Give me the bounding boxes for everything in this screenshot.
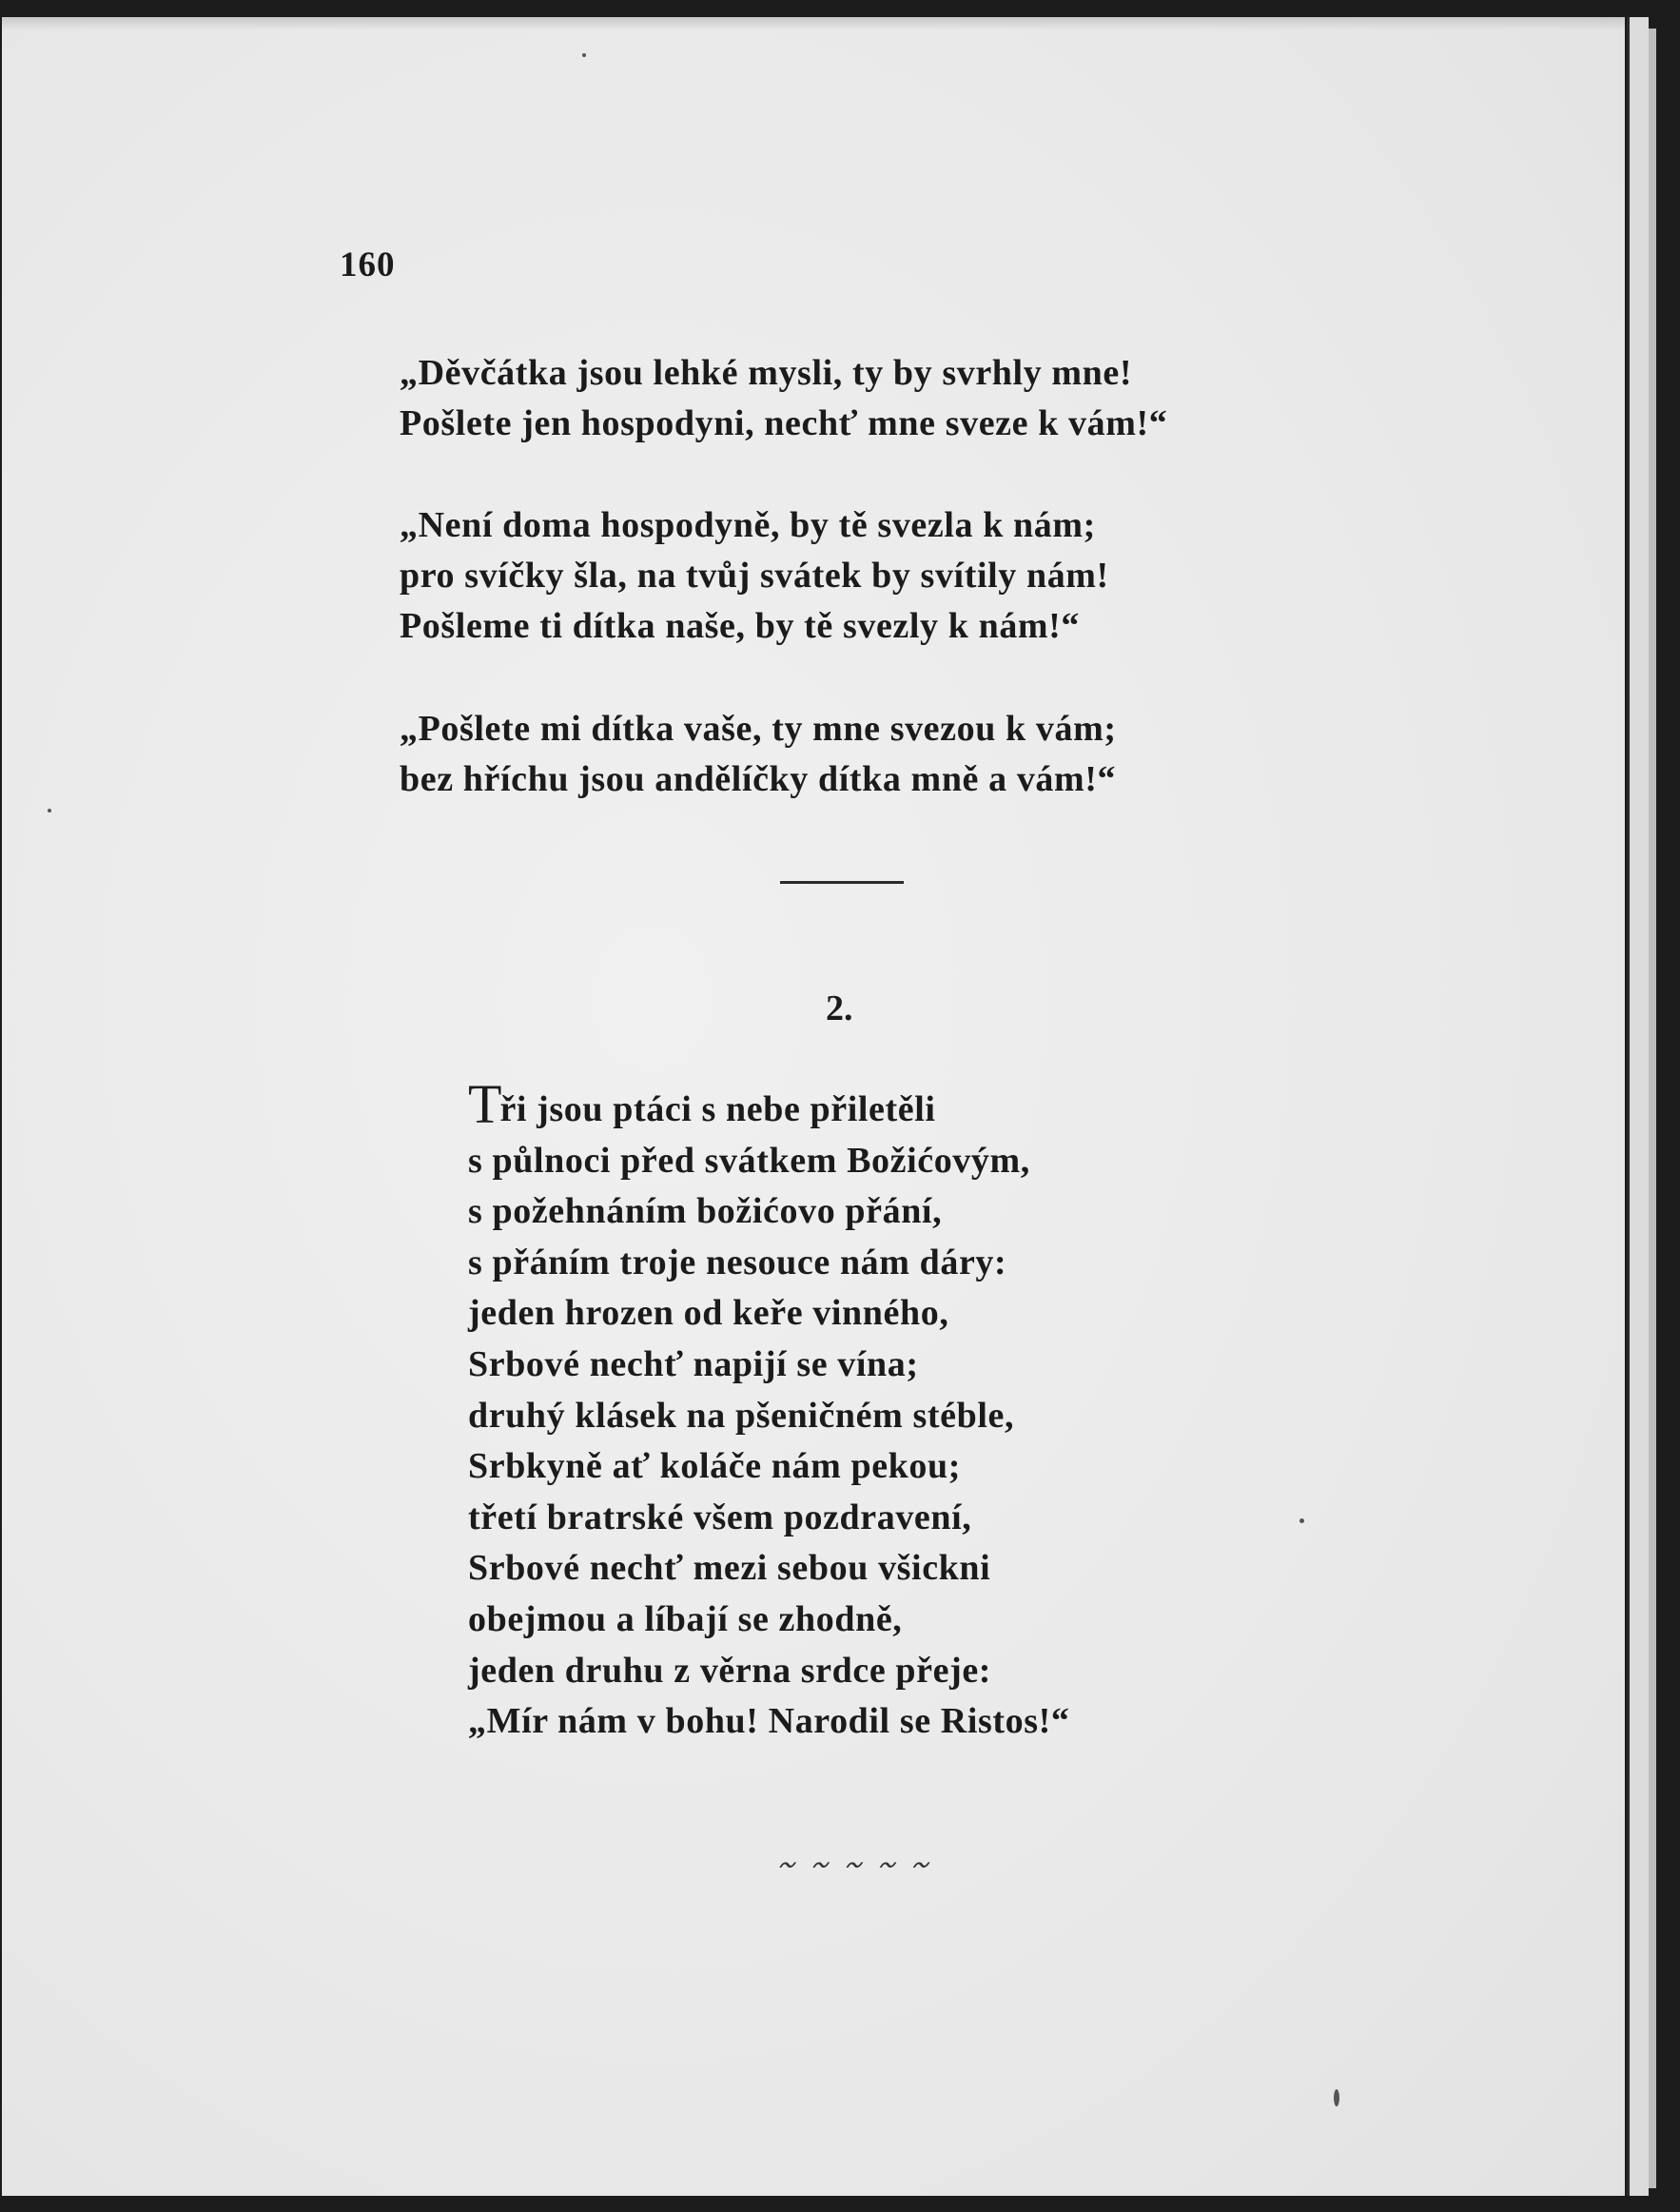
poem-line: jeden hrozen od keře vinného, bbox=[468, 1293, 949, 1334]
poem-line: s požehnáním božićovo přání, bbox=[468, 1191, 943, 1232]
paper-speck bbox=[582, 53, 586, 57]
poem-line: obejmou a líbají se zhodně, bbox=[468, 1598, 903, 1639]
poem-line: s přáním troje nesouce nám dáry: bbox=[468, 1242, 1007, 1282]
paper-speck bbox=[1299, 1518, 1304, 1523]
poem-line: s půlnoci před svátkem Božićovým, bbox=[468, 1140, 1030, 1181]
stanza-line: „Děvčátka jsou lehké mysli, ty by svrhly mne! bbox=[400, 353, 1133, 393]
stanza-line: Pošlete jen hospodyni, nechť mne sveze k vám!“ bbox=[400, 403, 1168, 443]
stanza-line: bez hříchu jsou andělíčky dítka mně a vám!“ bbox=[400, 759, 1117, 799]
poem-line: Srbové nechť napijí se vína; bbox=[468, 1343, 919, 1384]
poem-first-line bbox=[468, 1073, 1069, 1136]
page-right-edge bbox=[1627, 17, 1649, 2196]
section-number: 2. bbox=[826, 989, 853, 1028]
poem-line: „Mír nám v bohu! Narodil se Ristos!“ bbox=[468, 1701, 1070, 1742]
poem-line: jeden druhu z věrna srdce přeje: bbox=[468, 1650, 992, 1691]
poem-first-line-text: ři jsou ptáci s nebe přiletěli bbox=[499, 1089, 936, 1129]
stanza-line: Pošleme ti dítka naše, by tě svezly k nám!“ bbox=[400, 606, 1081, 646]
poem-line: Srbkyně ať koláče nám pekou; bbox=[468, 1446, 961, 1487]
stanza-2 bbox=[400, 500, 1109, 652]
section-divider-rule bbox=[780, 881, 904, 884]
stanza-line: „Není doma hospodyně, by tě svezla k nám; bbox=[400, 505, 1096, 545]
page-number: 160 bbox=[340, 245, 396, 284]
stanza-line: „Pošlete mi dítka vaše, ty mne svezou k vám; bbox=[400, 709, 1117, 749]
poem-line: Srbové nechť mezi sebou všickni bbox=[468, 1548, 991, 1589]
page-top-shadow bbox=[2, 17, 1625, 30]
stanza-1 bbox=[400, 348, 1167, 449]
paper-speck bbox=[1334, 2089, 1339, 2106]
end-ornament: ~ ~ ~ ~ ~ bbox=[772, 1850, 942, 1881]
stanza-line: pro svíčky šla, na tvůj svátek by svítily nám! bbox=[400, 556, 1109, 596]
page-stack-edge bbox=[1649, 29, 1656, 2188]
poem-line: třetí bratrské všem pozdravení, bbox=[468, 1497, 972, 1537]
poem bbox=[468, 1073, 1070, 1748]
poem-line: druhý klásek na pšeničném stéble, bbox=[468, 1395, 1015, 1436]
drop-cap: T bbox=[468, 1073, 500, 1135]
stanza-3 bbox=[400, 704, 1117, 805]
paper-speck bbox=[48, 809, 51, 812]
